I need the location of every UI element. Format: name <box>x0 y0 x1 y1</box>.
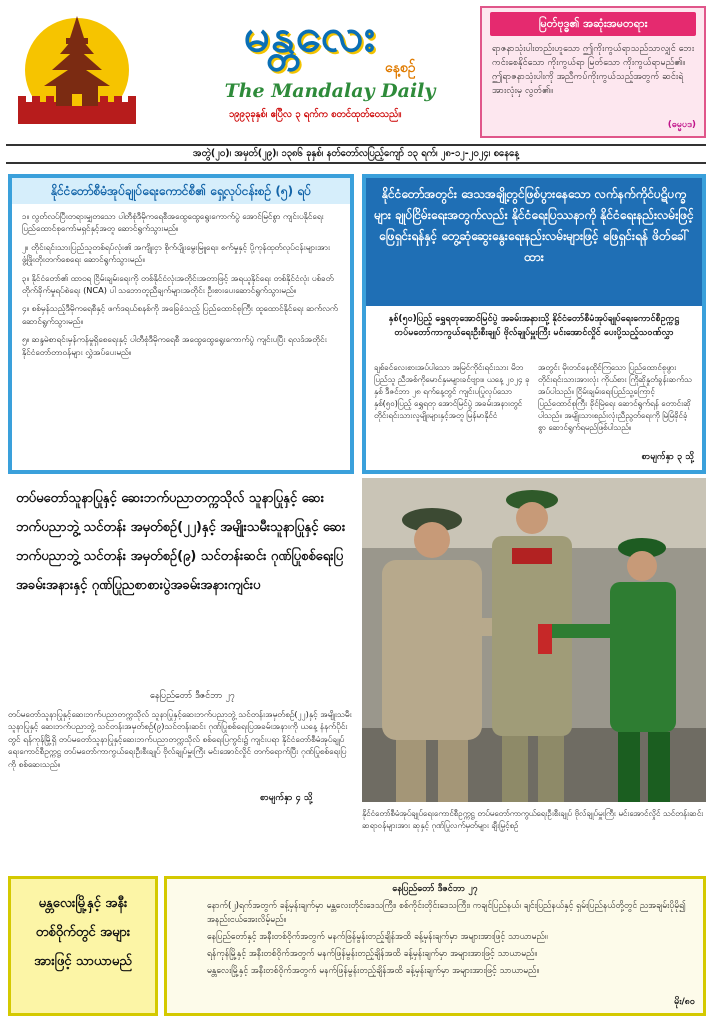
buddha-teaching-box <box>480 6 706 138</box>
lead-story-column-2: အတွင်း မိုးတင်နေထိုင်ကြသော ပြည်ထောင်စုဖွား တိုင်းရင်းသားအားလုံး ကိုယ်စား ကြိုဆိုနှုတ်ခွန်းဆက်သအပ်ပါသည်။ ငြိမ်းချမ်းရေးပြည်သူ့ကြောင့် ပြည်ထောင်စုကြီး ခိုင်မြဲရေး ဆောင်ရွက်ရန် တောင်းဆိုပါသည်။ အမျိုးသားစည်းလုံးညီညွတ်ရေးကို မြဲမြံခိုင်ခံ့စွာ ဆောင်ရွက်ရမည်ဖြစ်ပါသည်။ <box>538 363 692 432</box>
objectives-box <box>8 174 354 474</box>
list-item: နေပြည်တော်နှင့် အနီးတစ်ဝိုက်အတွက် မနက်ဖြန်မွန်းတည့်ချိန်အထိ ခန့်မှန်းချက်မှာ အများအားဖြင့် သာယာမည်။ <box>207 932 548 942</box>
issue-date-bar: အတွဲ(၂၀)၊ အမှတ်(၂၉)၊ ၁၃၈၆ ခုနှစ်၊ နတ်တော်လပြည့်ကျော် ၁၃ ရက်၊ ၂၈-၁၂-၂၀၂၄၊ စနေနေ့ <box>6 144 706 164</box>
list-item: ၁။ လွတ်လပ်ပြီးတရားမျှတသော ပါတီစုံဒီမိုကရေစီအထွေထွေရွေးကောက်ပွဲ အောင်မြင်စွာ ကျင်းပနိုင်ရေး ပြည်ထောင်စုကော်မရှင်နှင့်အတူ ဆောင်ရွက်သွားမည်။ <box>22 211 324 234</box>
list-item: နောက်(၂)ရက်အတွက် ခန့်မှန်းချက်မှာ မန္တလေးတိုင်းဒေသကြီး၊ စစ်ကိုင်းတိုင်းဒေသကြီး၊ ကချင်ပြည်နယ်၊ ချင်းပြည်နယ်နှင့် ရှမ်းပြည်နယ်တို့တွင် ညအချမ်းပိုမို၍ အနည်းငယ်အေးလိမ့်မည်။ <box>207 901 686 925</box>
lead-story-column-1: ချစ်ခင်လေးစားအပ်ပါသော အမြင်ကိုင်းရင်းသား မိဘပြည်သူ ညီအစ်ကိုမောင်နှမများခင်ဗျား။ ယနေ့ ၂၀၂၄ ခုနှစ် ဒီဇင်ဘာ ၂၈ ရက်နေ့တွင် ကျင်းပပြုလုပ်သော နှစ်(၅၀)ပြည့် ရွှေရတု အောင်မြင်ပွဲ အခမ်းအနားတွင် တိုင်းရင်းသားလူမျိုးများနှင့်အတူ မြန်မာနိုင်ငံ <box>374 363 530 420</box>
mid-story-continued-link[interactable]: စာမျက်နှာ ၄ သို့ <box>260 793 313 803</box>
quote-title: မြတ်ဗုဒ္ဓ၏ အဆုံးအမတရား <box>490 12 696 36</box>
list-item: ရန်ကုန်မြို့နှင့် အနီးတစ်ဝိုက်အတွက် မနက်ဖြန်မွန်းတည့်ချိန်အထိ ခန့်မှန်းချက်မှာ အများအားဖြင့် သာယာမည်။ <box>207 949 538 959</box>
mid-story-headline: တပ်မတော်သူနာပြုနှင့် ဆေးဘက်ပညာတက္ကသိုလ် သူနာပြုနှင့် ဆေးဘက်ပညာဘွဲ့ သင်တန်း အမှတ်စဉ်(၂၂)နှင့် အမျိုးသမီးသူနာပြုနှင့် ဆေးဘက်ပညာဘွဲ့ သင်တန်း အမှတ်စဉ်(၉) သင်တန်းဆင်း ဂုဏ်ပြုစစ်ရေးပြအခမ်းအနားနှင့် ဂုဏ်ပြုညစာစားပွဲအခမ်းအနားကျင်းပ <box>16 491 346 593</box>
palace-logo-icon <box>12 10 142 135</box>
mid-story-dateline: နေပြည်တော် ဒီဇင်ဘာ ၂၇ <box>150 691 235 701</box>
quote-body: ရာဇနာသုံးပါးတည်းဟူသော ဤကိုးကွယ်ရာသည်သာလျှင် ဘေးကင်းစေနိုင်သော ကိုးကွယ်ရာ မြတ်သော ကိုးကွယ်ရာမည်၏။ ဤရာဇနာသုံးပါးကို အညီကပ်ကိုးကွယ်သည့်အတွက် ဆင်းရဲအားလုံးမှ လွတ်၏။ <box>492 44 695 96</box>
forecast-list <box>207 899 687 981</box>
quote-source: (ဓမ္မပဒ) <box>667 120 696 130</box>
objectives-list <box>22 210 342 364</box>
list-item: ၅။ ဆန္ဒမဲစာရင်းမှန်ကန်မှုရှိစေရေးနှင့် ပါတီစုံဒီမိုကရေစီ အထွေထွေရွေးကောက်ပွဲ ကျင်းပပြီး ရလဒ်အတိုင်း နိုင်ငံတော်တာဝန်များ လွှဲအပ်ပေးမည်။ <box>22 334 327 357</box>
objectives-title: နိုင်ငံတော်စီမံအုပ်ချုပ်ရေးကောင်စီ၏ ရှေ့လုပ်ငန်းစဉ် (၅) ရပ် <box>12 178 350 204</box>
forecast-reference: မိုး/၈၀ <box>674 997 695 1007</box>
lead-story-headline: နိုင်ငံတော်အတွင်း ဒေသအချို့တွင်ဖြစ်ပွားနေသော လက်နက်ကိုင်ပဋိပက္ခများ ချုပ်ငြိမ်းရေးအတွက်လည်း နိုင်ငံရေးပြဿနာကို နိုင်ငံရေးနည်းလမ်းဖြင့် ဖြေရှင်းရန်နှင့် တွေ့ဆုံဆွေးနွေးရေးနည်းလမ်းများဖြင့် ဖြေရှင်းရန် ဖိတ်ခေါ်ထား <box>366 178 702 306</box>
list-item: ၂။ တိုင်းရင်းသားပြည်သူတစ်ရပ်လုံး၏ အကျိုးငှာ စိုက်ပျိုးမွေးမြူရေး၊ စက်မှုနှင့် ပို့ကုန်ထုတ်လုပ်ငန်းများအား ဖွံ့ဖြိုးတိုးတက်စေရေး ဆောင်ရွက်သွားမည်။ <box>22 241 331 265</box>
mid-story-body: တပ်မတော်သူနာပြုနှင့်ဆေးဘက်ပညာတက္ကသိုလ် သူနာပြုနှင့်ဆေးဘက်ပညာဘွဲ့ သင်တန်းအမှတ်စဉ်(၂၂)နှင့် အမျိုးသမီးသူနာပြုနှင့် ဆေးဘက်ပညာဘွဲ့ သင်တန်းအမှတ်စဉ်(၉)သင်တန်းဆင်း ဂုဏ်ပြုစစ်ရေးပြအခမ်းအနားကို ယနေ့ နံနက်ပိုင်းတွင် ရန်ကုန်မြို့ရှိ တပ်မတော်သူနာပြုနှင့်ဆေးဘက်ပညာတက္ကသိုလ် စစ်ရေးပြကွင်း၌ ကျင်းပရာ နိုင်ငံတော်စီမံအုပ်ချုပ်ရေးကောင်စီဥက္ကဋ္ဌ တပ်မတော်ကာကွယ်ရေးဦးစီးချုပ် ဗိုလ်ချုပ်မှူးကြီး မင်းအောင်လှိုင် တက်ရောက်ပြီး ဂုဏ်ပြုစစ်ရေးပြကို စစ်ဆေးသည်။ <box>8 709 352 769</box>
weather-summary-text: မန္တလေးမြို့နှင့် အနီးတစ်ဝိုက်တွင် အများအားဖြင့် သာယာမည် <box>34 896 132 969</box>
weather-forecast-box <box>164 876 706 1016</box>
masthead-english-title: The Mandalay Daily <box>224 80 436 102</box>
list-item: ၄။ စစ်မှန်သည့်ဒီမိုကရေစီနှင့် ဖက်ဒရယ်စနစ်ကို အခြေခံသည့် ပြည်ထောင်စုကြီး ထူထောင်နိုင်ရေး ဆက်လက်ဆောင်ရွက်သွားမည်။ <box>22 303 338 326</box>
forecast-dateline: နေပြည်တော် ဒီဇင်ဘာ ၂၇ <box>392 884 478 894</box>
photo-caption: နိုင်ငံတော်စီမံအုပ်ချုပ်ရေးကောင်စီဥက္ကဋ္ဌ တပ်မတော်ကာကွယ်ရေးဦးစီးချုပ် ဗိုလ်ချုပ်မှူးကြီး မင်းအောင်လှိုင် သင်တန်းဆင်း ဆရာဝန်များအား ဆုနှင့် ဂုဏ်ပြုလက်မှတ်များ ချီးမြှင့်စဉ် <box>362 809 704 830</box>
masthead-title: မန္တလေး <box>243 8 377 62</box>
lead-story-subhead: နှစ်(၅၀)ပြည့် ရွှေရတုအောင်မြင်ပွဲ အခမ်းအနားသို့ နိုင်ငံတော်စီမံအုပ်ချုပ်ရေးကောင်စီဥက္ကဋ္ဌ တပ်မတော်ကာကွယ်ရေးဦးစီးချုပ် ဗိုလ်ချုပ်မှူးကြီး မင်းအောင်လှိုင် ပေးပို့သည့်သဝဏ်လွှာ <box>388 314 680 338</box>
list-item: ၃။ နိုင်ငံတော်၏ ထာဝရ ငြိမ်းချမ်းရေးကို တစ်နိုင်ငံလုံးအတိုင်းအတာဖြင့် အရယူနိုင်ရေး တစ်နိုင်ငံလုံး ပစ်ခတ်တိုက်ခိုက်မှုရပ်စဲရေး (NCA) ပါ သဘောတူညီချက်များအတိုင်း ဦးစားပေးဆောင်ရွက်သွားမည်။ <box>22 272 334 296</box>
masthead-tagline: ၁၉၉၃ခုနှစ်၊ ဧပြီလ ၃ ရက်က စတင်ထုတ်ဝေသည်။ <box>228 109 402 120</box>
lead-story <box>362 174 706 474</box>
lead-story-continued-link[interactable]: စာမျက်နှာ ၃ သို့ <box>641 452 694 462</box>
ceremony-photo <box>362 478 706 802</box>
list-item: မန္တလေးမြို့နှင့် အနီးတစ်ဝိုက်အတွက် မနက်ဖြန်မွန်းတည့်ချိန်အထိ ခန့်မှန်းချက်မှာ အများအားဖြင့် သာယာမည်။ <box>207 966 540 976</box>
masthead-subtitle: နေ့စဉ် <box>385 60 416 76</box>
weather-summary-box <box>8 876 158 1016</box>
